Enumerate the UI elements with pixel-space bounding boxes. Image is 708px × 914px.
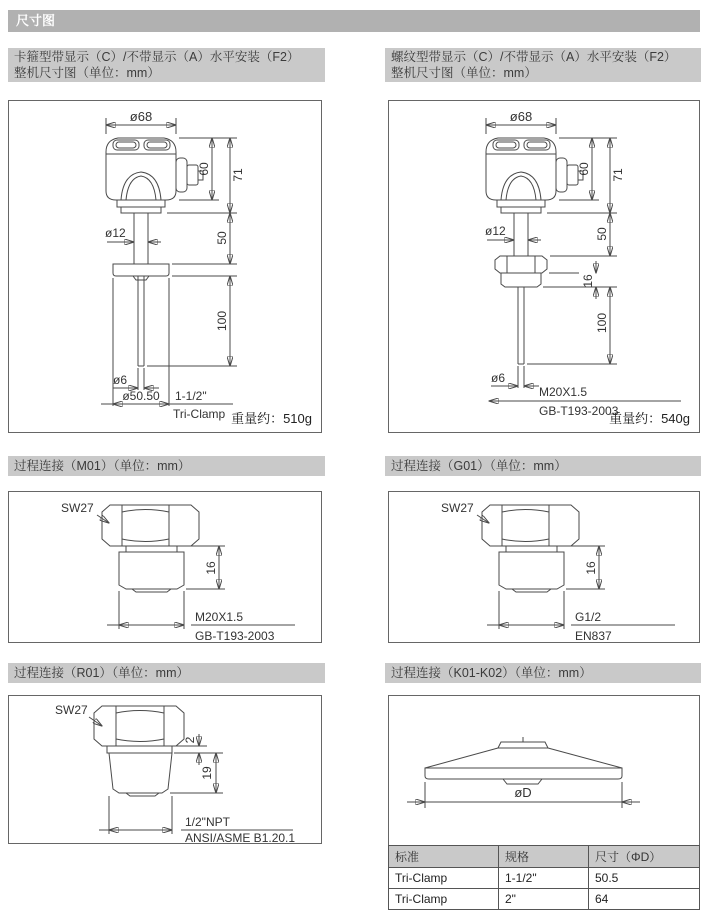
cell-standard: Tri-Clamp <box>389 868 499 889</box>
conn-spec-label: 1-1/2" <box>175 389 207 403</box>
dim-label-d6: ø6 <box>113 373 128 387</box>
g01-section-header <box>385 456 701 476</box>
m01-section-header <box>8 456 325 476</box>
page-title-bar <box>8 10 700 32</box>
dim-label-d12: ø12 <box>485 224 506 238</box>
r01-drawing <box>9 696 321 843</box>
conn-std-label: EN837 <box>575 629 612 642</box>
wrench-size-label: SW27 <box>441 501 474 515</box>
page-title: 尺寸图 <box>16 13 56 28</box>
dim-label-71: 71 <box>231 168 245 182</box>
dim-label-50: 50 <box>595 227 609 241</box>
table-row <box>389 889 700 910</box>
clamp-head-outline <box>106 138 203 366</box>
thread-title-line1: 螺纹型带显示（C）/不带显示（A）水平安装（F2） <box>391 50 677 64</box>
conn-std-label: GB-T193-2003 <box>195 629 275 642</box>
dim-label-100: 100 <box>215 310 229 332</box>
conn-std-label: Tri-Clamp <box>173 407 226 421</box>
g01-drawing-panel <box>388 491 700 643</box>
table-row <box>389 868 700 889</box>
g01-drawing <box>389 492 699 642</box>
col-header-size: 尺寸（ΦD） <box>589 846 700 868</box>
thread-section-header <box>385 48 701 82</box>
m01-fitting-outline <box>102 505 199 592</box>
dim-label-d6: ø6 <box>491 371 506 385</box>
dim-label-16: 16 <box>584 561 598 575</box>
thread-dimension-lines <box>486 118 681 401</box>
dim-label-16: 16 <box>581 274 595 288</box>
clamp-title-line2: 整机尺寸图（单位：mm） <box>14 66 160 80</box>
cell-spec: 2" <box>499 889 589 910</box>
triclamp-size-table <box>388 845 700 910</box>
m01-drawing-panel <box>8 491 322 643</box>
r01-title: 过程连接（R01）（单位：mm） <box>14 666 190 680</box>
r01-section-header <box>8 663 325 683</box>
k01-drawing-panel <box>388 695 700 910</box>
dim-label-16: 16 <box>204 561 218 575</box>
dim-label-d68: ø68 <box>129 109 153 124</box>
r01-fitting-outline <box>94 706 184 796</box>
wrench-size-label: SW27 <box>55 703 88 717</box>
m01-drawing <box>9 492 321 642</box>
dim-label-d68: ø68 <box>509 109 533 124</box>
k01-title: 过程连接（K01-K02）（单位：mm） <box>391 666 592 680</box>
conn-std-label: GB-T193-2003 <box>539 404 619 418</box>
dim-label-50: 50 <box>215 231 229 245</box>
conn-std-label: ANSI/ASME B1.20.1 <box>185 831 296 843</box>
thread-title-line2: 整机尺寸图（单位：mm） <box>391 66 537 80</box>
thread-drawing <box>389 101 699 432</box>
thread-drawing-panel <box>388 100 700 433</box>
clamp-section-header <box>8 48 325 82</box>
conn-spec-label: M20X1.5 <box>539 385 588 399</box>
wrench-size-label: SW27 <box>61 501 94 515</box>
conn-spec-label: G1/2 <box>575 610 602 624</box>
clamp-dimension-lines <box>101 118 237 406</box>
conn-spec-label: 1/2"NPT <box>185 815 230 829</box>
table-header-row <box>389 846 700 868</box>
dim-label-100: 100 <box>595 312 609 334</box>
cell-size: 50.5 <box>589 868 700 889</box>
conn-spec-label: M20X1.5 <box>195 610 244 624</box>
dim-label-71: 71 <box>611 168 625 182</box>
dim-label-dD: øD <box>514 785 532 800</box>
cell-size: 64 <box>589 889 700 910</box>
thread-head-outline <box>486 138 583 364</box>
clamp-drawing <box>9 101 321 432</box>
clamp-weight-label: 重量约：510g <box>231 411 312 426</box>
r01-drawing-panel <box>8 695 322 844</box>
dim-label-60: 60 <box>197 162 211 176</box>
clamp-title-line1: 卡箍型带显示（C）/不带显示（A）水平安装（F2） <box>14 50 300 64</box>
thread-weight-label: 重量约：540g <box>609 411 690 426</box>
cell-standard: Tri-Clamp <box>389 889 499 910</box>
col-header-standard: 标准 <box>389 846 499 868</box>
g01-title: 过程连接（G01）（单位：mm） <box>391 459 567 473</box>
clamp-drawing-panel <box>8 100 322 433</box>
dim-label-d12: ø12 <box>105 226 126 240</box>
dim-label-d5050: ø50.50 <box>122 389 160 403</box>
k01-drawing <box>389 696 699 846</box>
cell-spec: 1-1/2" <box>499 868 589 889</box>
dim-label-19: 19 <box>200 766 214 780</box>
dim-label-2: 2 <box>183 736 197 744</box>
col-header-spec: 规格 <box>499 846 589 868</box>
m01-title: 过程连接（M01）（单位：mm） <box>14 459 191 473</box>
dim-label-60: 60 <box>577 162 591 176</box>
g01-fitting-outline <box>482 505 579 592</box>
k01-section-header <box>385 663 701 683</box>
triclamp-ferrule-outline <box>425 737 622 784</box>
